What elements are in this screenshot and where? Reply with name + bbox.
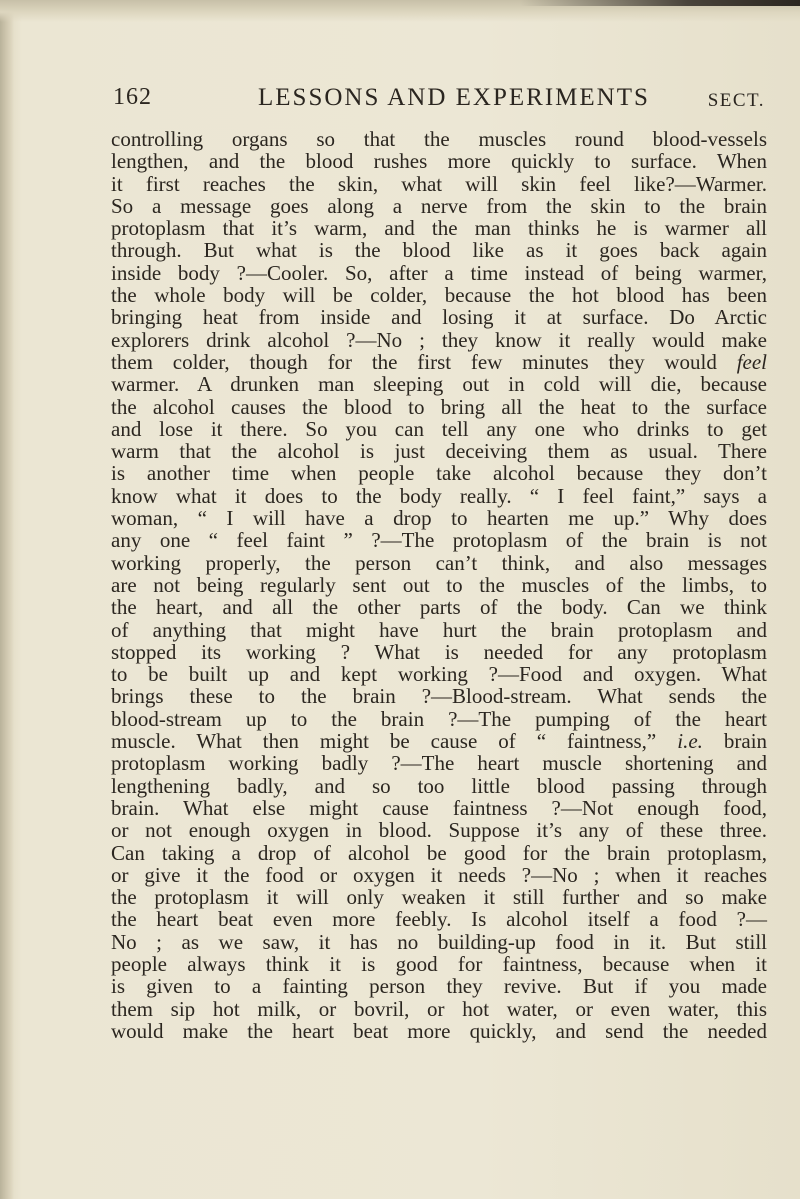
text-line: woman, “ I will have a drop to hearten me up.” Why does bbox=[111, 506, 767, 531]
text-line: is another time when people take alcohol because they don’t bbox=[111, 461, 767, 486]
text-line: and lose it there. So you can tell any one who drinks to get bbox=[111, 416, 767, 441]
text-line: would make the heart beat more quickly, and send the needed bbox=[111, 1018, 767, 1043]
text-line: any one “ feel faint ” ?—The protoplasm of the brain is not bbox=[111, 528, 767, 553]
text-line: through. But what is the blood like as it goes back again bbox=[111, 238, 767, 263]
text-line: warmer. A drunken man sleeping out in cold will die, because bbox=[111, 372, 767, 397]
text-line: explorers drink alcohol ?—No ; they know it really would make bbox=[111, 327, 767, 352]
text-line: people always think it is good for faintness, because when it bbox=[111, 951, 767, 976]
text-line: or not enough oxygen in blood. Suppose it’s any of these three. bbox=[111, 818, 767, 843]
text-line: working properly, the person can’t think, and also messages bbox=[111, 550, 767, 575]
text-line: Can taking a drop of alcohol be good for the brain protoplasm, bbox=[111, 840, 767, 865]
text-line: lengthen, and the blood rushes more quickly to surface. When bbox=[111, 149, 767, 174]
text-line: it first reaches the skin, what will skin feel like?—Warmer. bbox=[111, 171, 767, 196]
section-label: SECT. bbox=[707, 90, 765, 111]
text-line: No ; as we saw, it has no building-up food in it. But still bbox=[111, 929, 767, 954]
text-line: blood-stream up to the brain ?—The pumping of the heart bbox=[111, 706, 767, 731]
text-segment: brain bbox=[723, 729, 768, 754]
text-line: is given to a fainting person they revive. But if you made bbox=[111, 974, 767, 999]
body-text bbox=[111, 128, 767, 1042]
text-line: of anything that might have hurt the brain protoplasm and bbox=[111, 617, 767, 642]
text-line: the whole body will be colder, because the hot blood has been bbox=[111, 283, 767, 308]
page-gutter-shadow bbox=[0, 0, 14, 1199]
text-line-with-italic bbox=[111, 351, 767, 373]
text-line: controlling organs so that the muscles round blood-vessels bbox=[111, 127, 767, 151]
text-line: or give it the food or oxygen it needs ?—No ; when it reaches bbox=[111, 862, 767, 887]
text-line: brings these to the brain ?—Blood-stream. What sends the bbox=[111, 684, 767, 709]
text-line: So a message goes along a nerve from the skin to the brain bbox=[111, 193, 767, 218]
text-line-with-italic bbox=[111, 730, 767, 752]
text-segment: them colder, though for the first few minutes they would bbox=[111, 349, 717, 374]
text-line: the protoplasm it will only weaken it still further and so make bbox=[111, 885, 767, 910]
text-line: bringing heat from inside and losing it at surface. Do Arctic bbox=[111, 305, 767, 330]
text-line: stopped its working ? What is needed for any protoplasm bbox=[111, 639, 767, 664]
page-corner-shadow bbox=[520, 0, 800, 6]
italic-word: feel bbox=[736, 349, 767, 374]
italic-abbreviation: i.e. bbox=[677, 729, 703, 754]
page-number: 162 bbox=[113, 84, 152, 110]
text-line: warm that the alcohol is just deceiving them as usual. There bbox=[111, 439, 767, 464]
running-title: LESSONS AND EXPERIMENTS bbox=[258, 84, 650, 111]
text-line: lengthening badly, and so too little blood passing through bbox=[111, 773, 767, 798]
text-segment: muscle. What then might be cause of “ faintness,” bbox=[111, 729, 657, 754]
text-line: know what it does to the body really. “ I feel faint,” says a bbox=[111, 483, 767, 508]
text-line: brain. What else might cause faintness ?—Not enough food, bbox=[111, 795, 767, 820]
page-header bbox=[113, 84, 765, 124]
text-line: are not being regularly sent out to the muscles of the limbs, to bbox=[111, 572, 767, 597]
text-line: to be built up and kept working ?—Food and oxygen. What bbox=[111, 662, 767, 687]
text-line: them sip hot milk, or bovril, or hot water, or even water, this bbox=[111, 996, 767, 1021]
text-line: the heart beat even more feebly. Is alcohol itself a food ?— bbox=[111, 907, 767, 932]
text-line: the heart, and all the other parts of the body. Can we think bbox=[111, 595, 767, 620]
text-line: protoplasm that it’s warm, and the man thinks he is warmer all bbox=[111, 216, 767, 241]
text-line: the alcohol causes the blood to bring all the heat to the surface bbox=[111, 394, 767, 419]
text-line: inside body ?—Cooler. So, after a time instead of being warmer, bbox=[111, 260, 767, 285]
text-line: protoplasm working badly ?—The heart muscle shortening and bbox=[111, 751, 767, 776]
